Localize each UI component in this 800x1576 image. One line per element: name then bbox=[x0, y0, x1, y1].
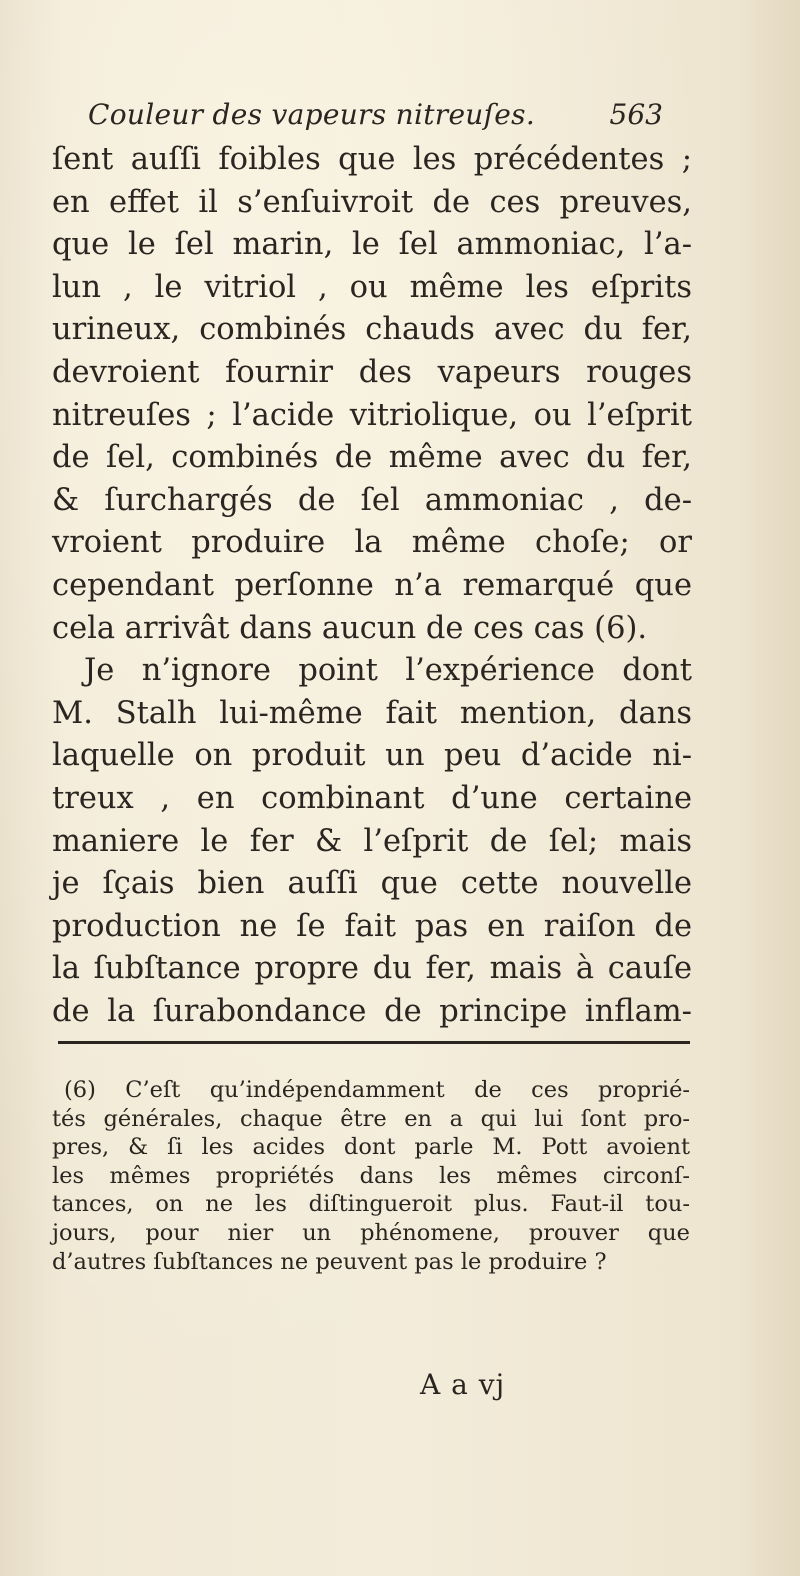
footnote-line: (6) C’eſt qu’indépendamment de ces proprié- bbox=[64, 1077, 690, 1103]
text-line: lun , le vitriol , ou même les eſprits bbox=[52, 269, 692, 305]
footnote-divider bbox=[58, 1041, 690, 1044]
text-line: laquelle on produit un peu d’acide ni- bbox=[52, 738, 692, 774]
text-line: production ne ſe fait pas en raiſon de bbox=[52, 908, 692, 944]
main-text bbox=[52, 139, 692, 1033]
text-line: de ſel, combinés de même avec du fer, bbox=[52, 440, 692, 476]
running-head: Couleur des vapeurs nitreuſes. bbox=[88, 98, 536, 131]
page-number: 563 bbox=[609, 98, 663, 131]
text-line: urineux, combinés chauds avec du fer, bbox=[52, 312, 692, 348]
text-line: que le ſel marin, le ſel ammoniac, l’a- bbox=[52, 227, 692, 263]
text-line: de la ſurabondance de principe inflam- bbox=[52, 993, 692, 1029]
signature-mark: A a vj bbox=[420, 1368, 506, 1401]
text-line: & ſurchargés de ſel ammoniac , de- bbox=[52, 482, 692, 518]
text-line: maniere le fer & l’eſprit de ſel; mais bbox=[52, 823, 692, 859]
text-line: devroient fournir des vapeurs rouges bbox=[52, 354, 692, 390]
footnote-line: pres, & ſi les acides dont parle M. Pott avoient bbox=[52, 1134, 690, 1161]
footnote bbox=[52, 1076, 690, 1276]
text-line: je ſçais bien auſſi que cette nouvelle bbox=[52, 866, 692, 902]
text-line: vroient produire la même choſe; or bbox=[52, 525, 692, 561]
text-line: M. Stalh lui-même fait mention, dans bbox=[52, 695, 692, 731]
text-line: la ſubſtance propre du fer, mais à cauſe bbox=[52, 951, 692, 987]
text-line: cela arrivât dans aucun de ces cas (6). bbox=[52, 610, 648, 646]
text-line: ſent auſſi foibles que les précédentes ; bbox=[52, 142, 692, 177]
footnote-line: tés générales, chaque être en a qui lui ſont pro- bbox=[52, 1105, 690, 1132]
text-line: nitreuſes ; l’acide vitriolique, ou l’eſprit bbox=[52, 397, 692, 433]
footnote-line: d’autres ſubſtances ne peuvent pas le produire ? bbox=[52, 1248, 607, 1275]
text-line: cependant perſonne n’a remarqué que bbox=[52, 567, 692, 603]
footnote-line: jours, pour nier un phénomene, prouver que bbox=[52, 1219, 690, 1246]
text-line: Je n’ignore point l’expérience dont bbox=[84, 653, 692, 689]
footnote-line: les mêmes propriétés dans les mêmes circonſ- bbox=[52, 1162, 690, 1189]
page-header bbox=[88, 98, 663, 142]
footnote-line: tances, on ne les diſtingueroit plus. Faut-il tou- bbox=[52, 1191, 690, 1218]
text-line: treux , en combinant d’une certaine bbox=[52, 780, 692, 816]
text-line: en effet il s’enſuivroit de ces preuves, bbox=[52, 184, 692, 220]
